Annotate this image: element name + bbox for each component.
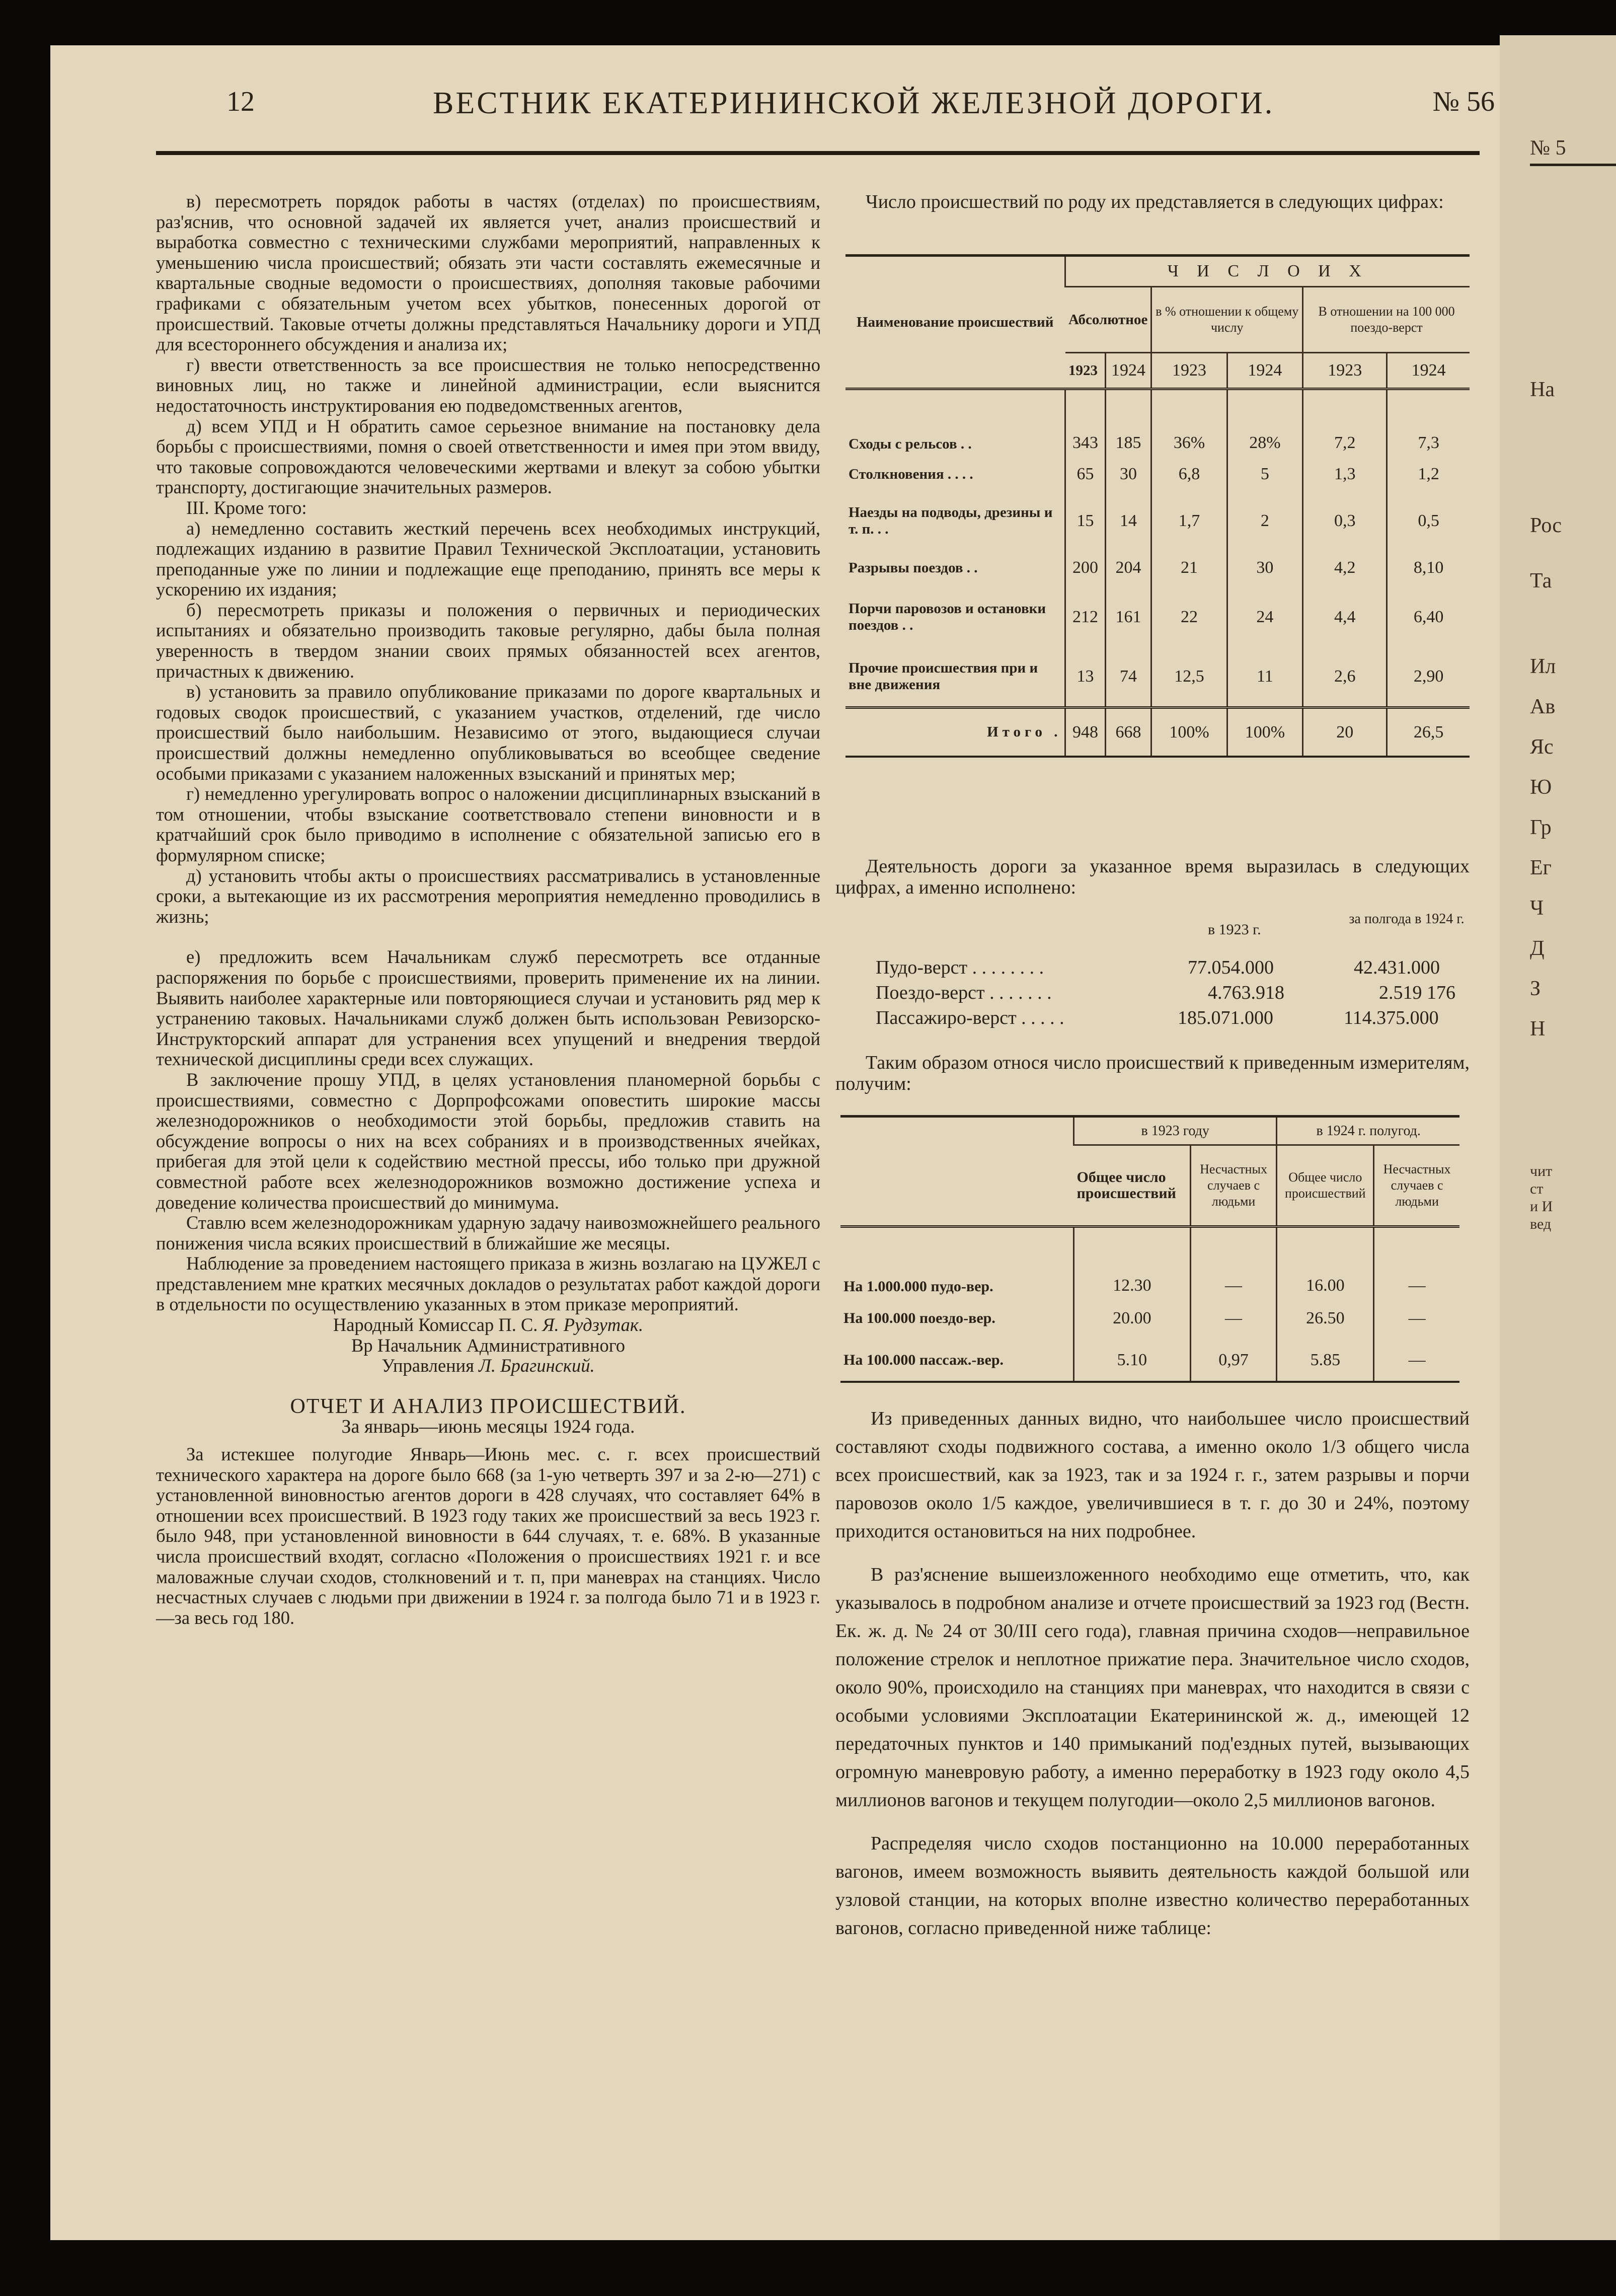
activity-label: Поездо-верст . . . . . . . (876, 982, 1052, 1003)
table-cell: 8,10 (1387, 548, 1470, 587)
next-page-fragment: З (1530, 977, 1541, 1000)
table-cell: На 100.000 пассаж.-вер. (843, 1351, 1004, 1368)
next-page-fragment: Ег (1530, 856, 1552, 879)
next-page-fragment: Ил (1530, 655, 1556, 678)
paragraph: г) немедленно урегулировать вопрос о наложении дисциплинарных взысканий в том отношении, чтобы взыскание соответствовало степени виновности и в кратчайший срок было приводимо в исполнение с обязательной записью его в формулярном списке; (156, 783, 820, 865)
activity-col-header: за полгода в 1924 г. (1349, 911, 1465, 927)
report-title: ОТЧЕТ И АНАЛИЗ ПРОИСШЕСТВИЙ. (290, 1394, 686, 1418)
table-cell: 12.30 (1074, 1227, 1191, 1298)
next-page-fragment: Рос (1530, 514, 1562, 537)
table-header: Наименование происшествий (857, 314, 1054, 330)
table-cell: Наезды на подводы, дрезины и т. п. . . (849, 504, 1053, 537)
table-cell: 1,2 (1387, 455, 1470, 494)
newspaper-title: ВЕСТНИК ЕКАТЕРИНИНСКОЙ ЖЕЛЕЗНОЙ ДОРОГИ. (433, 86, 1275, 120)
table-row (840, 1339, 1459, 1382)
page-header (106, 86, 1495, 136)
issue-number: № 56 (1432, 86, 1495, 117)
table-cell: — (1190, 1297, 1277, 1339)
table-cell: На 100.000 поездо-вер. (843, 1309, 995, 1326)
table-cell: 185 (1105, 389, 1151, 455)
signature: Управления Л. Брагинский. (381, 1355, 595, 1376)
paragraph: За истекшее полугодие Январь—Июнь мес. с. г. всех происшествий технического характера на дороге было 668 (за 1-ую четверть 397 и за 2-ю—271) с установленной виновностью агентов дороги в 428 случаях, что составляет 64% в отношении всех происшествий. В 1923 году таких же происшествий за весь 1923 г. было 948, при установленной виновности в 644 случаях, т. е. 68%. В указанные числа происшествий входят, согласно «Положения о происшествиях 1921 г. и все маловажные случаи сходов, столкновений и т. п, при маневрах на станциях. Число несчастных случаев с людьми при движении в 1924 г. за полгода было 71 и в 1923 г.—за весь год 180. (156, 1444, 820, 1628)
table-cell: 2 (1227, 494, 1302, 548)
right-intro (835, 191, 1470, 212)
paragraph: д) установить чтобы акты о происшествиях рассматривались в установленные сроки, а вытекающие из их рассмотрения мероприятия немедленно проводились в жизнь; (156, 865, 820, 927)
next-page-fragment: Д (1530, 937, 1545, 960)
paragraph: Из приведенных данных видно, что наибольшее число происшествий составляют сходы подвижного состава, а именно около 1/3 общего числа всех происшествий, как за 1923, так и за 1924 г. г., затем разрывы и порчи паровозов около 1/5 каждое, увеличившиеся в т. г. до 30 и 24%, поэтому приходится остановиться на них подробнее. (835, 1408, 1470, 1542)
activity-value: 4.763.918 (1208, 982, 1284, 1003)
table-cell: Разрывы поездов . . (849, 559, 978, 576)
table-header: Ч И С Л О И Х (1065, 256, 1470, 287)
next-page-fragment: Гр (1530, 816, 1552, 839)
table-cell: Сходы с рельсов . . (849, 436, 972, 452)
table-cell: 1924 (1227, 353, 1302, 389)
table-cell: 1924 (1387, 353, 1470, 389)
table-cell: 4,4 (1303, 587, 1387, 647)
activity-value: 185.071.000 (1178, 1007, 1273, 1028)
table-cell: — (1374, 1227, 1459, 1298)
next-page-fragment: Та (1530, 569, 1552, 592)
table-cell: 20.00 (1074, 1297, 1191, 1339)
table-row (845, 548, 1470, 587)
header-rule (156, 151, 1480, 155)
table-cell: 1,7 (1151, 494, 1227, 548)
signature-name: Я. Рудзутак. (542, 1314, 644, 1336)
table-cell: 212 (1065, 587, 1105, 647)
next-page-fragment: ст (1530, 1180, 1544, 1197)
table-header: В отношении на 100 000 поездо-верст (1303, 287, 1470, 353)
table-cell: 2,90 (1387, 647, 1470, 708)
next-page-fragment: Н (1530, 1017, 1546, 1041)
table-header: Общее число происшествий (1076, 1169, 1176, 1202)
table-row (845, 389, 1470, 455)
signature-name: Л. Брагинский. (479, 1355, 595, 1376)
table-cell: 7,2 (1303, 389, 1387, 455)
next-page-fragment: Яс (1530, 735, 1554, 759)
table-row (845, 455, 1470, 494)
table-cell: — (1374, 1339, 1459, 1382)
paragraph: б) пересмотреть приказы и положения о первичных и периодических испытаниях и обязательно производить таковые регулярно, дабы была полная уверенность в твердом знании своих прямых обязанностей всех агентов, причастных к движению. (156, 599, 820, 682)
table-cell: 100% (1151, 708, 1227, 757)
table-cell: 5.10 (1074, 1339, 1191, 1382)
paragraph: е) предложить всем Начальникам служб пересмотреть все отданные распоряжения по борьбе с происшествиями, проверить применение их на линии. Выявить наиболее характерные или повторяющиеся случаи и установить ряд мер к устранению таковых. Начальниками служб должен быть использован Ревизорско-Инструкторский аппарат для устранения всех упущений и внедрения твердой технической дисциплины среди всех служащих. (156, 946, 820, 1070)
table-cell: Столкновения . . . . (849, 466, 973, 482)
table-cell: 11 (1227, 647, 1302, 708)
table-cell: На 1.000.000 пудо-вер. (843, 1278, 993, 1295)
paragraph: Деятельность дороги за указанное время выразилась в следующих цифрах, а именно исполнено: (835, 856, 1470, 898)
paragraph: В раз'яснение вышеизложенного необходимо еще отметить, что, как указывалось в подробном анализе и отчете происшествий за 1923 год (Вестн. Ек. ж. д. № 24 от 30/III сего года), главная причина сходов—неправильное положение стрелок и неплотное прижатие пера. Значительное число сходов, около 90%, происходило на станциях при маневрах, что находится в связи с особыми условиями Эксплоатации Екатерининской ж. д., имеющей 12 передаточных пунктов и 140 примыканий под'ездных путей, вызывающих огромную маневровую работу, а именно переработку в 1923 году около 4,5 миллионов вагонов и текущем полугодии—около 2,5 миллионов вагонов. (835, 1564, 1470, 1811)
signature: Вр Начальник Административного (351, 1335, 626, 1356)
table-cell: 7,3 (1387, 389, 1470, 455)
table-cell: 15 (1065, 494, 1105, 548)
left-column (156, 191, 820, 1628)
table-cell: 0,5 (1387, 494, 1470, 548)
table-header: в 1923 году (1074, 1117, 1277, 1145)
paragraph: Распределяя число сходов постанционно на 10.000 переработанных вагонов, имеем возможность выявить деятельность каждой большой или узловой станции, на которых вполне известно количество переработанных вагонов, согласно приведенной ниже таблице: (835, 1833, 1470, 1939)
table-header: в 1924 г. полугод. (1277, 1117, 1459, 1145)
table-row (845, 647, 1470, 708)
next-page-issue: № 5 (1530, 136, 1566, 160)
table-cell: 948 (1065, 708, 1105, 757)
adjacent-page-edge (1500, 35, 1616, 2240)
table-cell: 4,2 (1303, 548, 1387, 587)
table-cell: 100% (1227, 708, 1302, 757)
paragraph: в) пересмотреть порядок работы в частях (отделах) по происшествиям, раз'яснив, что основной задачей их является учет, анализ происшествий и выработка совместно с техническими службами мероприятий, направленных к уменьшению числа происшествий; обязать эти части составлять ежемесячные и квартальные сводные ведомости о происшествиях, дополняя таковые рабочими графиками с обязательным учетом всех убытков, понесенных дорогой от происшествий. Таковые отчеты должны представляться Начальнику дороги и УПД для всестороннего обсуждения и анализа их; (156, 191, 820, 355)
table-cell: Прочие происшествия при и вне движения (849, 660, 1038, 693)
table-cell: 36% (1151, 389, 1227, 455)
table-cell: 6,8 (1151, 455, 1227, 494)
table-cell: 26.50 (1277, 1297, 1374, 1339)
table-cell: 30 (1105, 455, 1151, 494)
table-cell: 5 (1227, 455, 1302, 494)
table-row (845, 494, 1470, 548)
paragraph: а) немедленно составить жесткий перечень всех необходимых инструкций, подлежащих изданию в развитие Правил Технической Эксплоатации, установить преподанные уже по линии и подлежащие еще преподанию, принять все меры к ускорению их издания; (156, 517, 820, 600)
table-cell: 0,3 (1303, 494, 1387, 548)
table-cell: 0,97 (1190, 1339, 1277, 1382)
table-cell: 74 (1105, 647, 1151, 708)
table-row (840, 1227, 1459, 1298)
table-cell: 1923 (1068, 362, 1098, 379)
table-cell: 20 (1303, 708, 1387, 757)
paragraph: Ставлю всем железнодорожникам ударную задачу наивозможнейшего реального понижения числа всяких происшествий в ближайшие же месяцы. (156, 1212, 820, 1253)
next-page-fragment: Ав (1530, 695, 1556, 718)
paragraph: г) ввести ответственность за все происшествия не только непосредственно виновных лиц, но также и линейной администрации, если выяснится недостаточность инструктирования ею подведомственных агентов, (156, 354, 820, 416)
table-cell: 30 (1227, 548, 1302, 587)
table-cell: 22 (1151, 587, 1227, 647)
table-cell: 1,3 (1303, 455, 1387, 494)
table-cell: Итого . (987, 724, 1062, 740)
activity-value: 114.375.000 (1344, 1007, 1439, 1028)
report-subtitle: За январь—июнь месяцы 1924 года. (341, 1416, 635, 1438)
table-cell: 24 (1227, 587, 1302, 647)
table-cell: 13 (1065, 647, 1105, 708)
table-cell: 161 (1105, 587, 1151, 647)
activity-value: 42.431.000 (1354, 957, 1440, 978)
table-cell: 1923 (1151, 353, 1227, 389)
paragraph: Наблюдение за проведением настоящего приказа в жизнь возлагаю на ЦУЖЕЛ с представлением мне кратких месячных докладов о результатах работ каждой дороги в отдельности по осуществлению указанных в этом приказе мероприятий. (156, 1253, 820, 1315)
next-page-fragment: Ч (1530, 897, 1544, 920)
table-cell: 1924 (1105, 353, 1151, 389)
activity-col-header: в 1923 г. (1208, 921, 1261, 938)
table-row (840, 1297, 1459, 1339)
table-cell: 16.00 (1277, 1227, 1374, 1298)
paragraph: Число происшествий по роду их представляется в следующих цифрах: (866, 191, 1444, 212)
table-cell: 2,6 (1303, 647, 1387, 708)
next-page-fragment: На (1530, 378, 1555, 401)
activity-intro (835, 856, 1470, 898)
activity-value: 77.054.000 (1188, 957, 1274, 978)
table-cell: 6,40 (1387, 587, 1470, 647)
table-total-row (845, 708, 1470, 757)
table-header (840, 1117, 1074, 1227)
next-page-fragment: и И (1530, 1198, 1553, 1215)
activity-label: Пудо-верст . . . . . . . . (876, 957, 1044, 978)
next-page-fragment: Ю (1530, 776, 1552, 799)
table-cell: 14 (1105, 494, 1151, 548)
accidents-table (845, 254, 1470, 758)
table-cell: — (1374, 1297, 1459, 1339)
next-page-fragment: вед (1530, 1216, 1552, 1232)
table-cell: 21 (1151, 548, 1227, 587)
table-cell: 28% (1227, 389, 1302, 455)
section-heading: III. Кроме того: (186, 497, 307, 518)
paragraph: В заключение прошу УПД, в целях установления планомерной борьбы с происшествиями, совместно с Дорпрофсожами оповестить широкие массы железнодорожников о необходимости этой борьбы, предложив ставить на обсуждение вопросы о них на всех собраниях и в производственных ячейках, прибегая для этой цели к содействию местной прессы, ибо только при дружной совместной работе всех железнодорожников возможно достижение успеха и доведение количества происшествий до минимума. (156, 1069, 820, 1213)
table-cell: 65 (1065, 455, 1105, 494)
table-header: Абсолютное (1068, 312, 1148, 328)
table-cell: — (1190, 1227, 1277, 1298)
table-header: в % отношении к общему числу (1151, 287, 1303, 353)
table-row (845, 587, 1470, 647)
table-cell: 5.85 (1277, 1339, 1374, 1382)
signature: Народный Комиссар П. С. Я. Рудзутак. (333, 1314, 644, 1336)
page-number: 12 (226, 86, 255, 117)
table-cell: 668 (1105, 708, 1151, 757)
activity-value: 2.519 176 (1379, 982, 1455, 1003)
table-cell: 204 (1105, 548, 1151, 587)
ratios-table (840, 1115, 1459, 1383)
activity-label: Пассажиро-верст . . . . . (876, 1007, 1064, 1028)
table-cell: 12,5 (1151, 647, 1227, 708)
table-header: Несчастных случаев с людьми (1374, 1145, 1459, 1227)
table-cell: 1923 (1303, 353, 1387, 389)
paragraph: Таким образом относя число происшествий к приведенным измерителям, получим: (835, 1052, 1470, 1094)
table-header: Несчастных случаев с людьми (1190, 1145, 1277, 1227)
table-cell: 200 (1065, 548, 1105, 587)
table-cell: Порчи паровозов и остановки поездов . . (849, 601, 1046, 633)
next-page-rule (1530, 164, 1616, 166)
right-column-text (835, 1404, 1470, 1957)
table-cell: 343 (1065, 389, 1105, 455)
table-header: Общее число происшествий (1277, 1145, 1374, 1227)
next-page-fragment: чит (1530, 1163, 1553, 1179)
table-cell: 26,5 (1387, 708, 1470, 757)
table2-intro (835, 1052, 1470, 1094)
paragraph: д) всем УПД и Н обратить самое серьезное внимание на постановку дела борьбы с происшествиями, помня о своей ответственности и имея при этом ввиду, что таковые сопровождаются человеческими жертвами и влекут за собою убытки транспорту, достигающие значительных размеров. (156, 415, 820, 498)
paragraph: в) установить за правило опубликование приказами по дороге квартальных и годовых сводок происшествий, с указанием участков, отделений, где число происшествий было наибольшим. Независимо от этого, выдающиеся случаи происшествий должны немедленно опубликовываться во всеобщее сведение особыми приказами с указанием наложенных взысканий и принятых мер; (156, 681, 820, 784)
